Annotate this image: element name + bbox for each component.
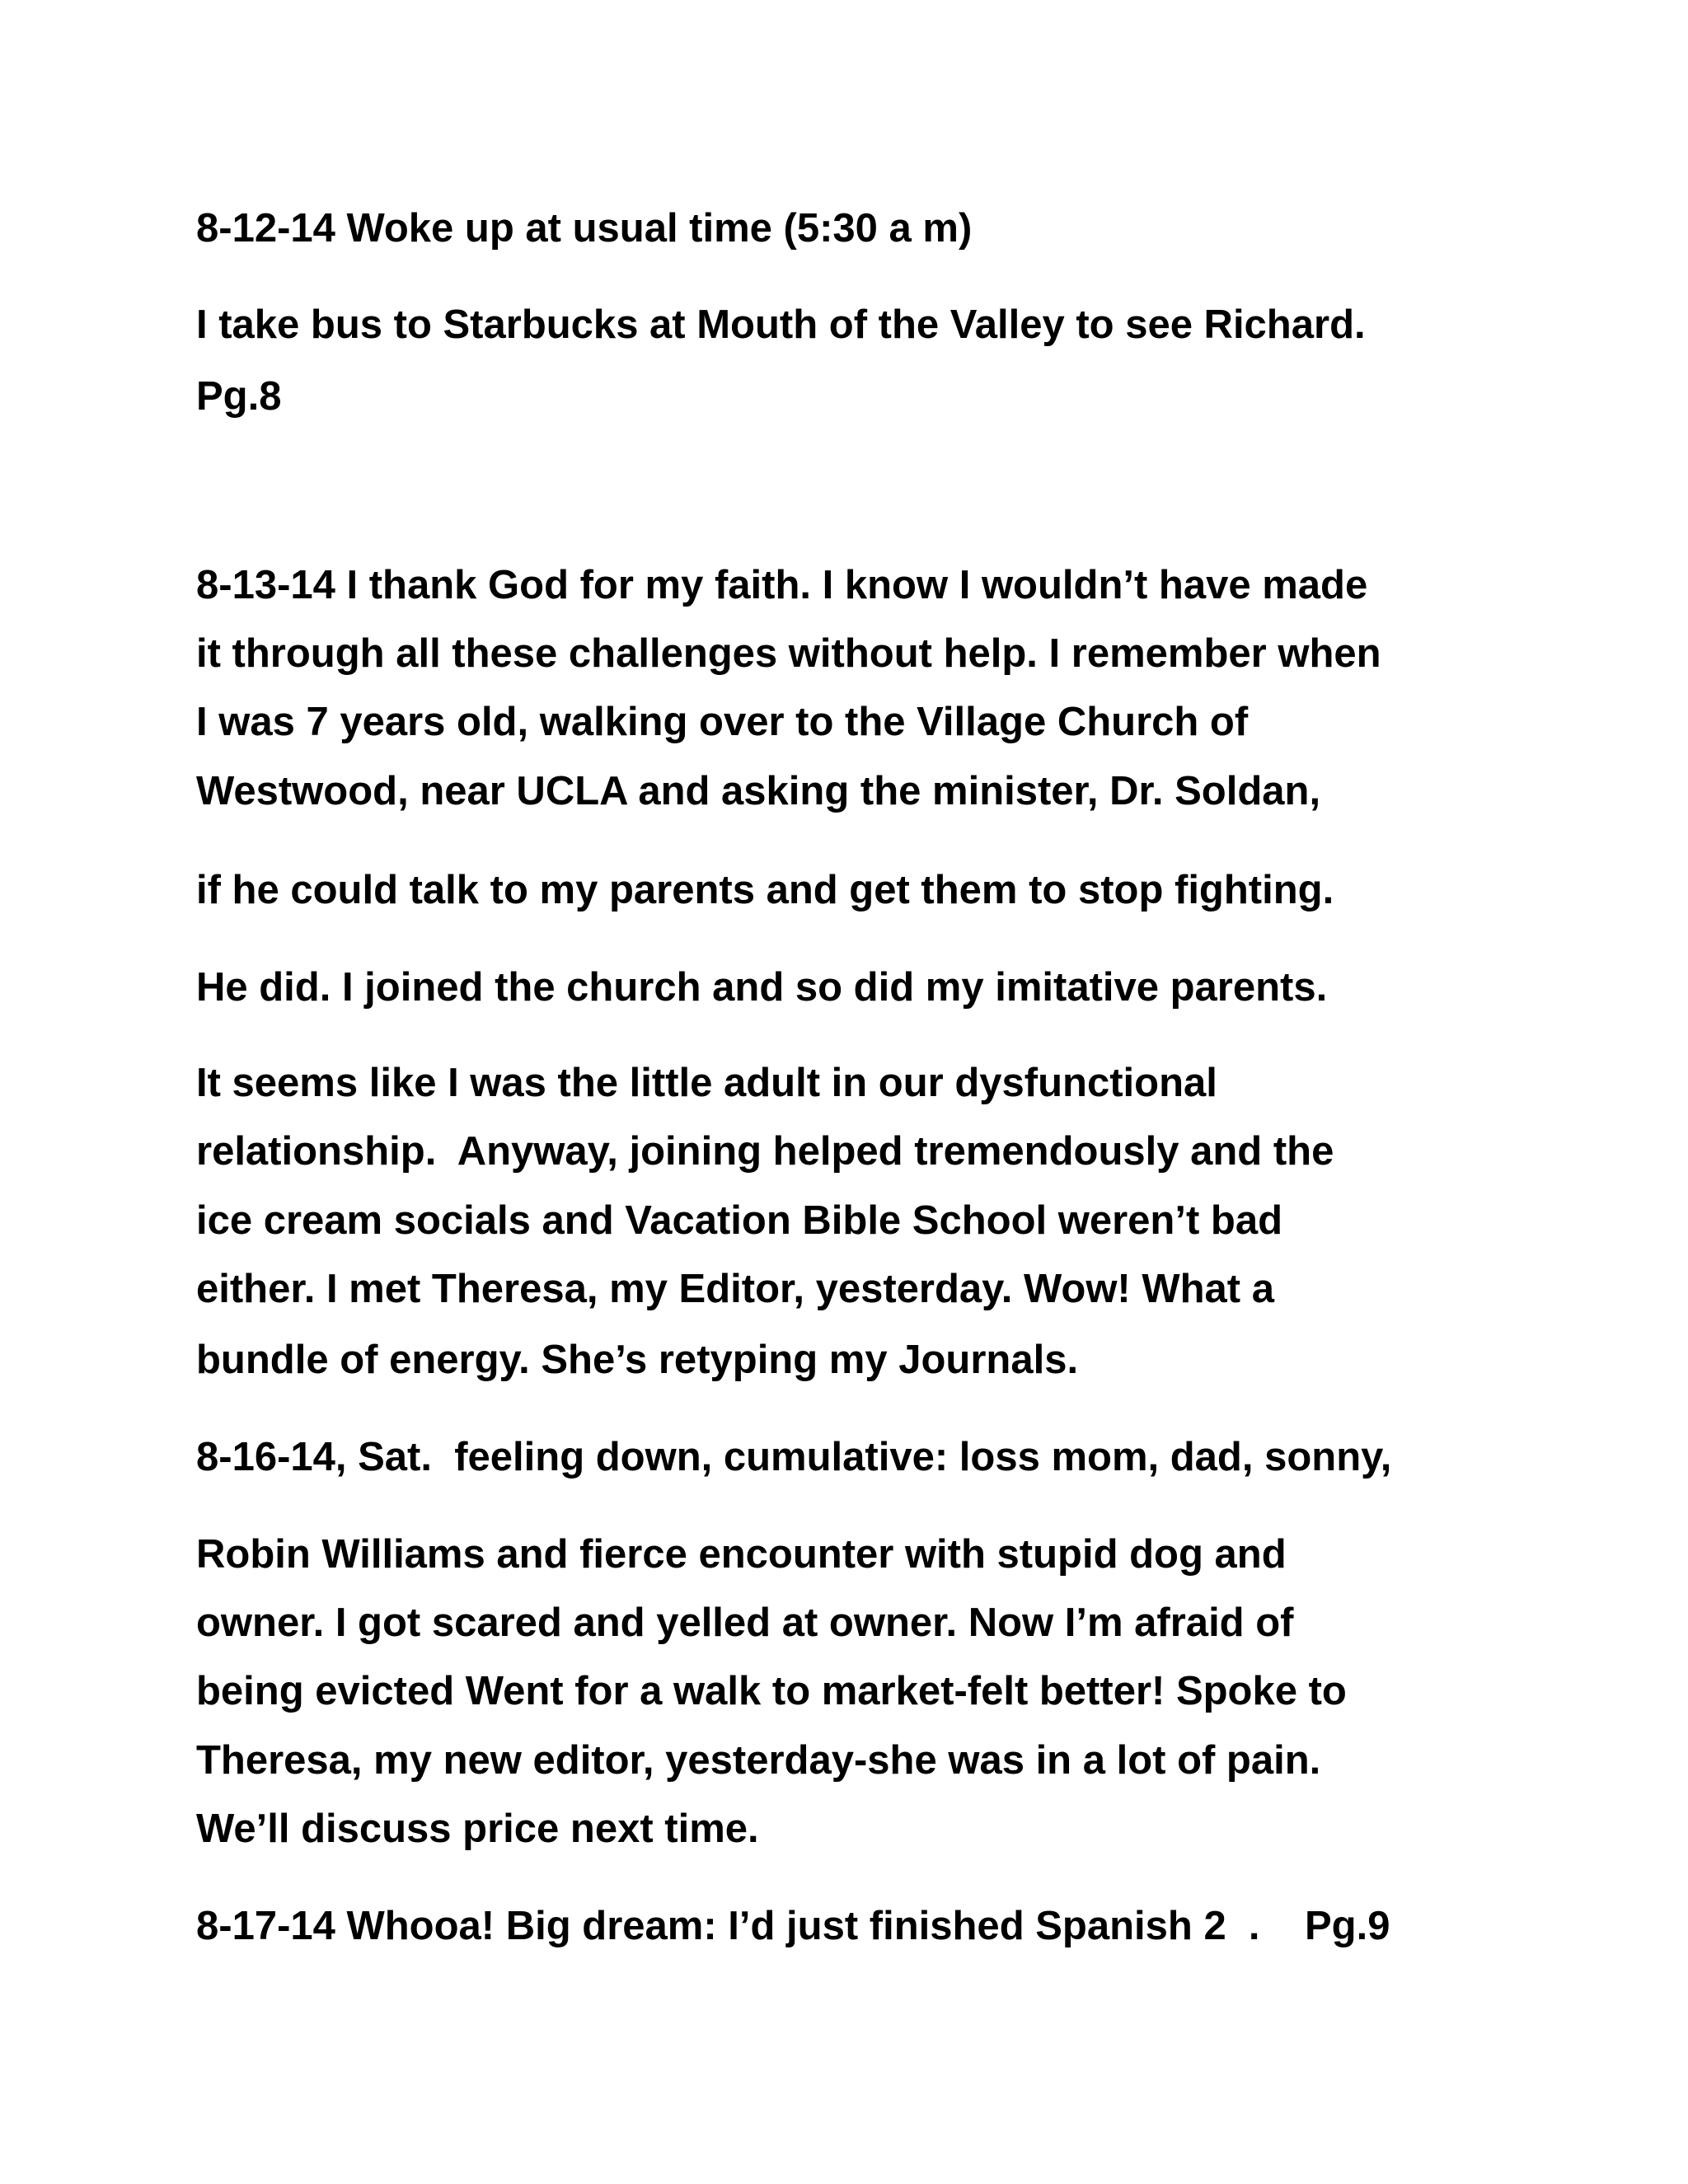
text-line: Theresa, my new editor, yesterday-she was in a lot of pain. xyxy=(196,1738,1321,1783)
page-number: Pg.8 xyxy=(196,374,282,419)
text-line: 8-17-14 Whooa! Big dream: I’d just finished Spanish 2 . Pg.9 xyxy=(196,1904,1390,1948)
text-line: It seems like I was the little adult in our dysfunctional xyxy=(196,1061,1217,1105)
text-line: 8-16-14, Sat. feeling down, cumulative: loss mom, dad, sonny, xyxy=(196,1435,1392,1479)
text-line: being evicted Went for a walk to market-felt better! Spoke to xyxy=(196,1669,1347,1713)
text-line: He did. I joined the church and so did my imitative parents. xyxy=(196,965,1328,1010)
text-line: relationship. Anyway, joining helped tremendously and the xyxy=(196,1129,1334,1174)
text-line: I take bus to Starbucks at Mouth of the Valley to see Richard. xyxy=(196,302,1366,347)
text-line: 8-12-14 Woke up at usual time (5:30 a m) xyxy=(196,206,973,251)
text-line: Westwood, near UCLA and asking the minister, Dr. Soldan, xyxy=(196,769,1321,813)
text-line: ice cream socials and Vacation Bible School weren’t bad xyxy=(196,1198,1283,1243)
text-line: Robin Williams and fierce encounter with stupid dog and xyxy=(196,1532,1287,1577)
text-line: bundle of energy. She’s retyping my Journals. xyxy=(196,1338,1079,1382)
text-line: 8-13-14 I thank God for my faith. I know I wouldn’t have made xyxy=(196,563,1368,607)
text-line: owner. I got scared and yelled at owner. Now I’m afraid of xyxy=(196,1601,1294,1645)
text-line: either. I met Theresa, my Editor, yesterday. Wow! What a xyxy=(196,1267,1274,1311)
text-line: it through all these challenges without help. I remember when xyxy=(196,631,1381,676)
text-line: We’ll discuss price next time. xyxy=(196,1807,759,1851)
text-line: I was 7 years old, walking over to the Village Church of xyxy=(196,700,1249,744)
text-line: if he could talk to my parents and get them to stop fighting. xyxy=(196,868,1334,912)
